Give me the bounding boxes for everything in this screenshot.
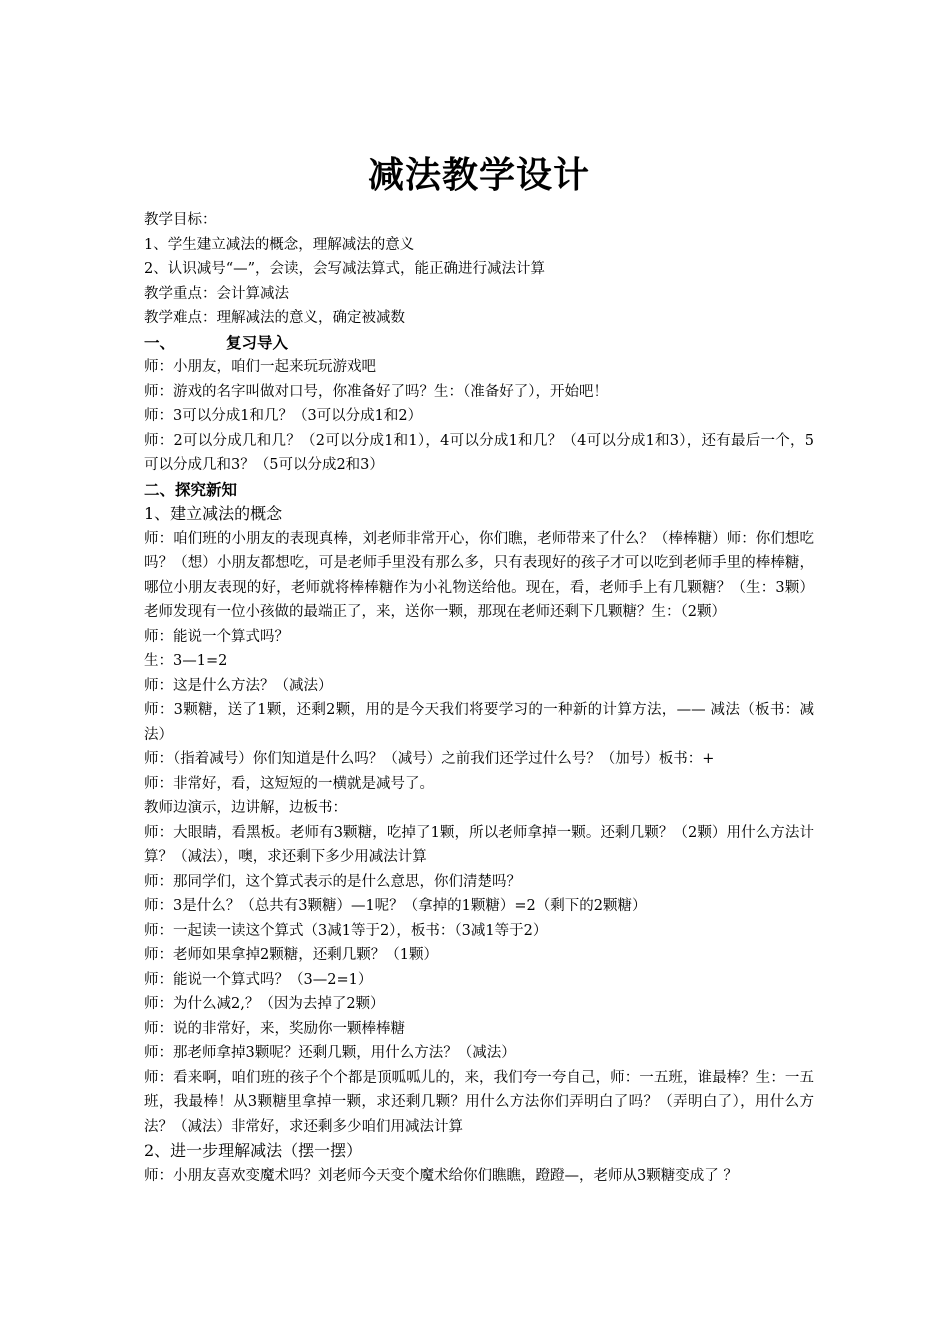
body-line: 师：老师如果拿掉2颗糖，还剩几颗？（1颗）	[144, 947, 438, 963]
body-line: 2、认识减号“—”，会读，会写减法算式，能正确进行减法计算	[144, 261, 546, 277]
body-line: 师：那同学们，这个算式表示的是什么意思，你们清楚吗？	[144, 873, 521, 890]
section-number: 一、	[144, 333, 176, 352]
body-line: 1、学生建立减法的概念，理解减法的意义	[144, 236, 415, 253]
body-paragraph: 师：2可以分成几和几？（2可以分成1和1），4可以分成1和几？（4可以分成1和3），还有最后一个，5可以分成几和3？（5可以分成2和3）	[144, 432, 814, 473]
body-line: 教师边演示，边讲解，边板书：	[144, 800, 347, 816]
body-paragraph: 师：咱们班的小朋友的表现真棒，刘老师非常开心，你们瞧，老师带来了什么？（棒棒糖）师：你们想吃吗？（想）小朋友都想吃，可是老师手里没有那么多，只有表现好的孩子才可以吃到老师手里的棒棒糖，哪位小朋友表现的好，老师就将棒棒糖作为小礼物送给他。现在，看，老师手上有几颗糖？（生：3颗）老师发现有一位小孩做的最端正了，来，送你一颗，那现在老师还剩下几颗糖？生：（2颗）	[144, 530, 814, 620]
section-heading	[144, 478, 814, 503]
body-paragraph: 师：看来啊，咱们班的孩子个个都是顶呱呱儿的，来，我们夸一夸自己，师：一五班，谁最棒？生：一五班，我最棒！从3颗糖里拿掉一颗，求还剩几颗？用什么方法你们弄明白了吗？（弄明白了），用什么方法？（减法）非常好，求还剩多少咱们用减法计算	[144, 1069, 814, 1135]
body-line: 师：一起读一读这个算式（3减1等于2），板书：（3减1等于2）	[144, 922, 548, 939]
body-paragraph: 师：大眼睛，看黑板。老师有3颗糖，吃掉了1颗，所以老师拿掉一颗。还剩几颗？（2颗）用什么方法计算？（减法），噢，求还剩下多少用减法计算	[144, 824, 814, 865]
section-heading	[144, 331, 814, 356]
body-line: 师：游戏的名字叫做对口号，你准备好了吗？生：（准备好了），开始吧！	[144, 383, 608, 400]
body-line: 师：小朋友，咱们一起来玩玩游戏吧	[144, 359, 376, 375]
body-line: 教学重点：会计算减法	[144, 285, 289, 302]
body-line: 师：非常好，看，这短短的一横就是减号了。	[144, 775, 434, 792]
section-number: 二、探究新知	[144, 480, 238, 499]
body-line: 师：说的非常好，来，奖励你一颗棒棒糖	[144, 1020, 405, 1037]
subsection-heading: 1、建立减法的概念	[144, 504, 283, 523]
document-body	[144, 208, 814, 1188]
body-line: 师：3可以分成1和几？（3可以分成1和2）	[144, 408, 423, 424]
body-line: 师：3是什么？（总共有3颗糖）—1呢？（拿掉的1颗糖）=2（剩下的2颗糖）	[144, 898, 647, 914]
body-line: 师：小朋友喜欢变魔术吗？刘老师今天变个魔术给你们瞧瞧，蹬蹬—，老师从3颗糖变成了 ？	[144, 1167, 738, 1184]
body-line: 教学难点：理解减法的意义，确定被减数	[144, 310, 405, 326]
subsection-heading: 2、进一步理解减法（摆一摆）	[144, 1141, 363, 1160]
body-line: 师：（指着减号）你们知道是什么吗？（减号）之前我们还学过什么号？（加号）板书：+	[144, 751, 715, 767]
body-line: 师：能说一个算式吗？	[144, 628, 289, 645]
body-paragraph: 师：3颗糖，送了1颗，还剩2颗，用的是今天我们将要学习的一种新的计算方法，—— 减法（板书：减法）	[144, 702, 814, 743]
body-line: 师：那老师拿掉3颗呢？还剩几颗，用什么方法？（减法）	[144, 1045, 516, 1061]
document-page	[144, 150, 814, 1188]
section-title: 复习导入	[226, 333, 289, 352]
body-line: 教学目标：	[144, 212, 217, 228]
body-line: 师：这是什么方法？（减法）	[144, 677, 333, 694]
body-line: 师：能说一个算式吗？（3—2=1）	[144, 971, 373, 988]
body-line: 师：为什么减2,？（因为去掉了2颗）	[144, 996, 385, 1012]
document-title: 减法教学设计	[367, 155, 590, 196]
body-line: 生：3—1=2	[144, 653, 228, 669]
